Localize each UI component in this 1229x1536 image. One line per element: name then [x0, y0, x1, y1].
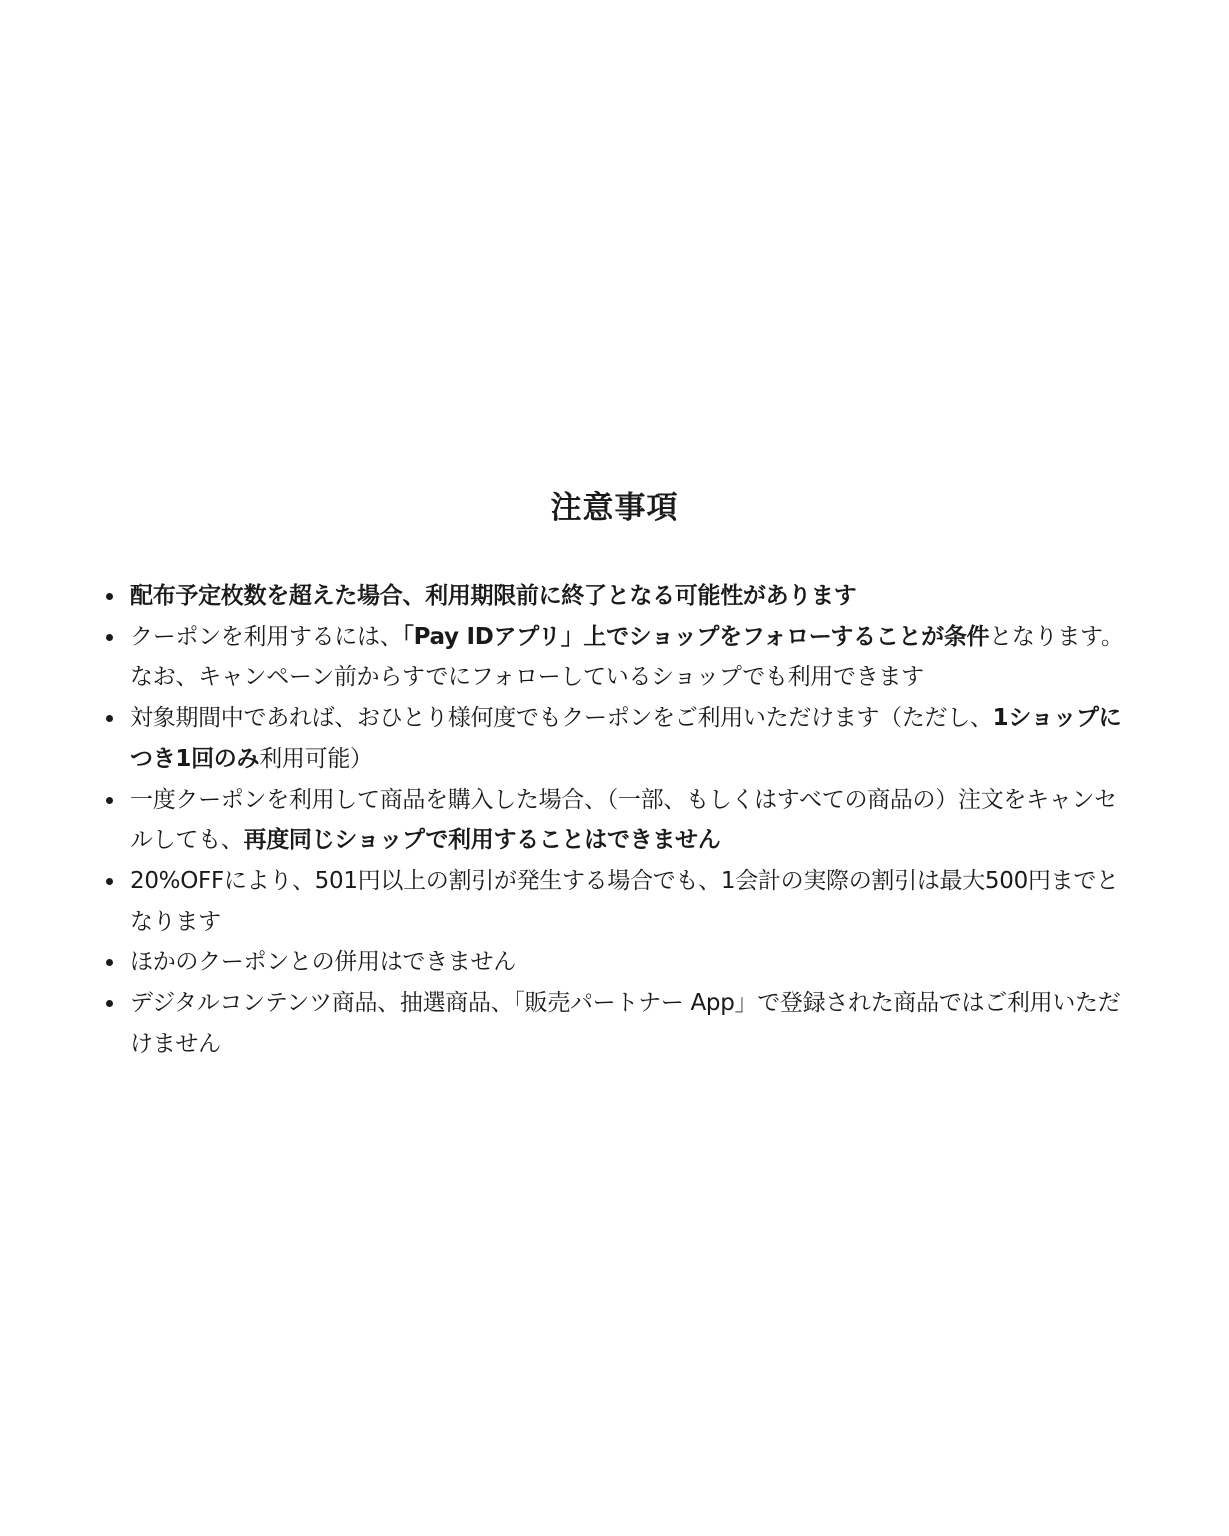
- notice-text-bold: 1ショップにつき1回のみ: [130, 705, 1122, 772]
- notice-text: クーポンを利用するには、: [130, 623, 403, 650]
- notice-text: となります。なお、キャンペーン前からすでにフォローしているショップでも利用できます: [130, 623, 1124, 691]
- notice-text-bold: 「Pay IDアプリ」上でショップをフォローすることが条件: [402, 623, 990, 650]
- notice-text: 対象期間中であれば、おひとり様何度でもクーポンをご利用いただけます（ただし、: [130, 705, 993, 732]
- bullet-icon: [106, 959, 113, 966]
- notice-text-bold: 配布予定枚数を超えた場合、利用期限前に終了となる可能性があります: [130, 583, 857, 609]
- notice-text-bold: 再度同じショップで利用することはできません: [243, 827, 721, 854]
- notice-text: デジタルコンテンツ商品、抽選商品、「販売パートナー App」で登録された商品ではご利用いただけません: [130, 990, 1121, 1057]
- notice-list: [106, 576, 1136, 1064]
- bullet-icon: [106, 878, 113, 885]
- notice-text: 一度クーポンを利用して商品を購入した場合、（一部、もしくはすべての商品の）注文をキャンセルしても、: [130, 786, 1117, 854]
- notice-item: [106, 617, 1136, 698]
- bullet-icon: [106, 1000, 113, 1007]
- notice-item: [106, 942, 1136, 983]
- notice-item: [106, 576, 1136, 617]
- bullet-icon: [106, 797, 113, 804]
- bullet-icon: [106, 593, 113, 600]
- notice-item: [106, 983, 1136, 1064]
- notice-text: ほかのクーポンとの併用はできません: [130, 949, 516, 976]
- bullet-icon: [106, 634, 113, 641]
- bullet-icon: [106, 715, 113, 722]
- notice-text: 利用可能）: [259, 745, 373, 772]
- notice-item: [106, 698, 1136, 779]
- notice-text: 20%OFFにより、501円以上の割引が発生する場合でも、1会計の実際の割引は最大500円までとなります: [130, 867, 1119, 935]
- notice-section: [0, 484, 1229, 1057]
- notice-item: [106, 780, 1136, 861]
- notice-title: 注意事項: [550, 490, 679, 526]
- notice-item: [106, 861, 1136, 942]
